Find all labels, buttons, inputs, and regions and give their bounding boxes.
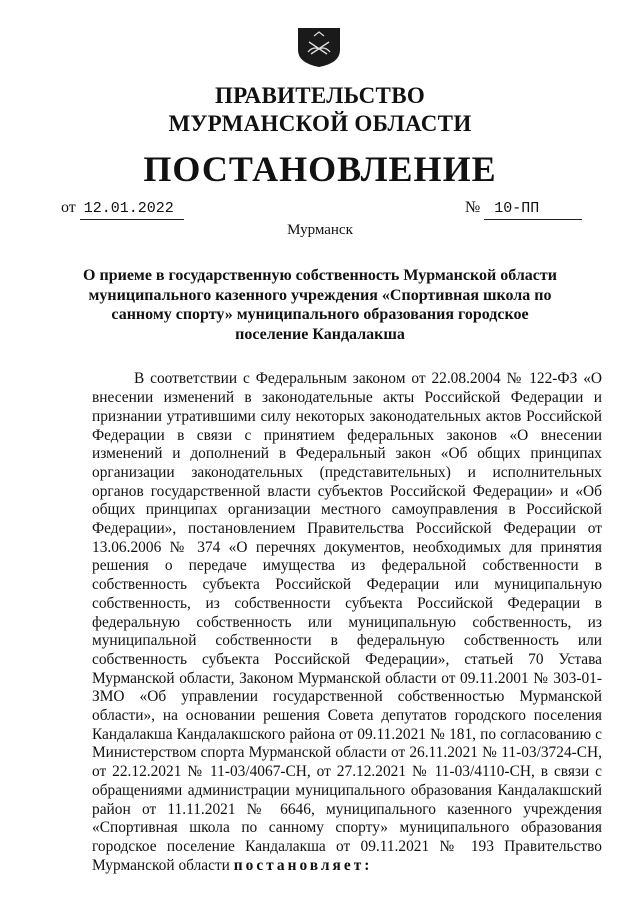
body-text: В соответствии с Федеральным законом от 22.08.2004 № 122-ФЗ «О внесении изменений в законодательные акты Российской Федерации и признании утратившими силу некоторых законодательных актов Российской Федерации в связи с принятием федеральных законов «О внесении изменений и дополнений в Федеральный закон «Об общих принципах организации законодательных (представительных) и исполнительных органов государственной власти субъектов Российской Федерации» и «Об общих принципах организации местного самоуправления в Российской Федерации», постановлением Правительства Российской Федерации от 13.06.2006 № 374 «О перечнях документов, необходимых для принятия решения о передаче имущества из федеральной собственности в собственность субъекта Российской Федерации или муниципальную собственность, из собственности субъекта Российской Федерации в федеральную собственность или муниципальную собственность, из муниципальной собственности в федеральную собственность или собственность субъекта Российской Федерации», статьей 70 Устава Мурманской области, Законом Мурманской области от 09.11.2001 № 303-01-ЗМО «Об управлении государственной собственностью Мурманской области», на основании решения Совета депутатов городского поселения Кандалакша Кандалакшского района от 09.11.2021 № 181, по согласованию с Министерством спорта Мурманской области от 26.11.2021 № 11-03/3724-СН, от 22.12.2021 № 11-03/4067-СН, от 27.12.2021 № 11-03/4110-СН, в связи с обращениями администрации муниципального образования Кандалакшский район от 11.11.2021 № 6646, муниципального казенного учреждения «Спортивная школа по санному спорту» муниципального образования городское поселение Кандалакша от 09.11.2021 № 193 Правительство Мурманской области	[92, 370, 602, 874]
body-paragraph	[92, 370, 602, 875]
authority-line-2: МУРМАНСКОЙ ОБЛАСТИ	[168, 111, 472, 136]
city-name: Мурманск	[287, 222, 353, 238]
document-type-title: ПОСТАНОВЛЕНИЕ	[143, 149, 497, 189]
date-prefix: от	[61, 199, 76, 216]
document-subject: О приеме в государственную собственность Мурманской области муниципального казенного учреждения «Спортивная школа по санному спорту» муниципального образования городское поселение Кандалакша	[83, 267, 557, 343]
coat-of-arms-emblem	[296, 26, 342, 68]
number-value: 10-ПП	[484, 199, 582, 220]
date-field	[61, 198, 184, 220]
number-field	[465, 198, 582, 220]
issuing-authority	[0, 82, 640, 138]
resolves-word: постановляет:	[233, 856, 373, 874]
number-prefix: №	[465, 199, 481, 216]
date-value: 12.01.2022	[80, 199, 184, 220]
authority-line-1: ПРАВИТЕЛЬСТВО	[214, 83, 426, 108]
